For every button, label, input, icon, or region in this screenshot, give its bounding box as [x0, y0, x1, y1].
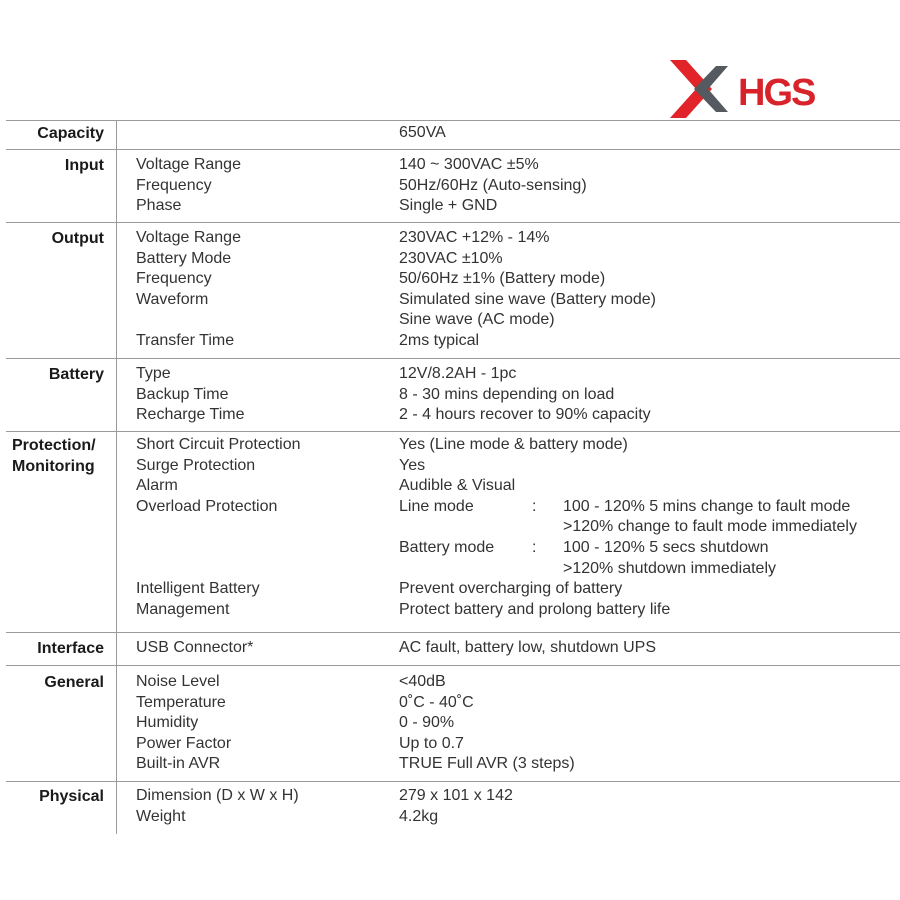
- spec-table: [6, 120, 900, 834]
- spec-value: 50/60Hz ±1% (Battery mode): [399, 270, 606, 288]
- overload-mode-label: Line mode: [399, 497, 474, 515]
- spec-value: 8 - 30 mins depending on load: [399, 385, 615, 403]
- spec-label: Phase: [136, 197, 182, 215]
- spec-label: USB Connector*: [136, 639, 254, 656]
- spec-value: Protect battery and prolong battery life: [399, 600, 671, 618]
- spec-row: [6, 456, 900, 477]
- section-input: [6, 150, 900, 223]
- spec-value: 279 x 101 x 142: [399, 787, 513, 804]
- overload-colon: :: [532, 497, 537, 515]
- overload-threshold: >120% shutdown immediately: [563, 559, 777, 577]
- spec-label: Transfer Time: [136, 331, 235, 349]
- section-title-line: Output: [51, 230, 104, 247]
- spec-label: Short Circuit Protection: [136, 436, 301, 453]
- spec-value: 12V/8.2AH - 1pc: [399, 365, 517, 382]
- spec-label: Surge Protection: [136, 456, 256, 474]
- spec-row: [6, 713, 900, 734]
- hgs-logo: [668, 58, 828, 120]
- overload-mode-label: Battery mode: [399, 538, 495, 556]
- overload-threshold: 100 - 120% 5 mins change to fault mode: [563, 497, 851, 515]
- spec-row: [6, 269, 900, 290]
- spec-row: [6, 579, 900, 600]
- spec-label: Temperature: [136, 693, 226, 711]
- spec-row: [6, 734, 900, 755]
- spec-value: 650VA: [399, 124, 446, 141]
- spec-label: Alarm: [136, 477, 178, 495]
- spec-value: Prevent overcharging of battery: [399, 580, 623, 598]
- spec-value: Single + GND: [399, 197, 498, 215]
- spec-label: Built-in AVR: [136, 755, 221, 773]
- spec-value: 140 ~ 300VAC ±5%: [399, 156, 539, 173]
- spec-row: [6, 228, 900, 249]
- section-title-line: Interface: [37, 640, 104, 657]
- spec-value: Sine wave (AC mode): [399, 311, 555, 329]
- spec-value: Yes (Line mode & battery mode): [399, 436, 628, 453]
- spec-row: [6, 196, 900, 217]
- section-battery: [6, 359, 900, 432]
- spec-row: [6, 754, 900, 775]
- spec-label: Type: [136, 365, 171, 382]
- spec-row: [6, 538, 900, 559]
- spec-value: Up to 0.7: [399, 734, 464, 752]
- spec-label: Voltage Range: [136, 229, 241, 246]
- spec-row: [6, 600, 900, 621]
- spec-label: Power Factor: [136, 734, 232, 752]
- spec-value: 50Hz/60Hz (Auto-sensing): [399, 176, 587, 194]
- spec-row: [6, 290, 900, 311]
- section-title-line: Input: [64, 157, 104, 174]
- overload-threshold: 100 - 120% 5 secs shutdown: [563, 538, 769, 556]
- section-general: [6, 666, 900, 782]
- section-capacity: [6, 121, 900, 150]
- section-output: [6, 223, 900, 359]
- spec-row: [6, 435, 900, 456]
- spec-value: 2ms typical: [399, 331, 480, 349]
- section-title-line: Battery: [48, 366, 104, 383]
- spec-label: Frequency: [136, 176, 212, 194]
- spec-row: [6, 786, 900, 807]
- section-title-line: Physical: [39, 788, 104, 805]
- spec-label: Recharge Time: [136, 406, 245, 424]
- spec-row: [6, 672, 900, 693]
- spec-row: [6, 807, 900, 828]
- spec-row: [6, 385, 900, 406]
- spec-label: Weight: [136, 807, 186, 825]
- spec-row: [6, 364, 900, 385]
- spec-row: [6, 249, 900, 270]
- spec-label: Waveform: [136, 290, 209, 308]
- overload-colon: :: [532, 538, 537, 556]
- spec-row: [6, 497, 900, 518]
- section-title-line: General: [44, 674, 104, 691]
- spec-row: [6, 310, 900, 331]
- spec-value: 230VAC ±10%: [399, 249, 503, 267]
- spec-value: Simulated sine wave (Battery mode): [399, 290, 656, 308]
- spec-label: Battery Mode: [136, 249, 232, 267]
- spec-value: 0˚C - 40˚C: [399, 693, 474, 711]
- spec-row: [6, 331, 900, 352]
- spec-value: 0 - 90%: [399, 714, 455, 732]
- spec-label: Management: [136, 600, 230, 618]
- spec-value: 2 - 4 hours recover to 90% capacity: [399, 406, 651, 424]
- spec-row: [6, 559, 900, 580]
- spec-row: [6, 176, 900, 197]
- spec-value: 4.2kg: [399, 807, 439, 825]
- logo-text: HGS: [738, 72, 815, 114]
- spec-row: [6, 693, 900, 714]
- spec-row: [6, 517, 900, 538]
- spec-label: Noise Level: [136, 673, 220, 690]
- spec-value: Audible & Visual: [399, 477, 516, 495]
- spec-label: Overload Protection: [136, 497, 278, 515]
- spec-row: [6, 476, 900, 497]
- spec-value: Yes: [399, 456, 426, 474]
- spec-label: Voltage Range: [136, 156, 241, 173]
- spec-label: Frequency: [136, 270, 212, 288]
- section-title-line: Protection/: [12, 437, 96, 454]
- section-protection-monitoring: [6, 432, 900, 633]
- spec-value: AC fault, battery low, shutdown UPS: [399, 639, 657, 656]
- spec-label: Intelligent Battery: [136, 580, 260, 598]
- spec-label: Humidity: [136, 714, 199, 732]
- spec-value: <40dB: [399, 673, 446, 690]
- spec-row: [6, 638, 900, 659]
- section-interface: [6, 633, 900, 666]
- spec-row: [6, 123, 900, 144]
- overload-threshold: >120% change to fault mode immediately: [563, 518, 857, 536]
- spec-label: Backup Time: [136, 385, 229, 403]
- spec-value: TRUE Full AVR (3 steps): [399, 755, 575, 773]
- spec-row: [6, 405, 900, 426]
- spec-row: [6, 155, 900, 176]
- section-title-line: Capacity: [37, 125, 104, 142]
- spec-label: Dimension (D x W x H): [136, 787, 299, 804]
- section-physical: [6, 782, 900, 834]
- section-title-line: Monitoring: [12, 458, 95, 475]
- spec-value: 230VAC +12% - 14%: [399, 229, 550, 246]
